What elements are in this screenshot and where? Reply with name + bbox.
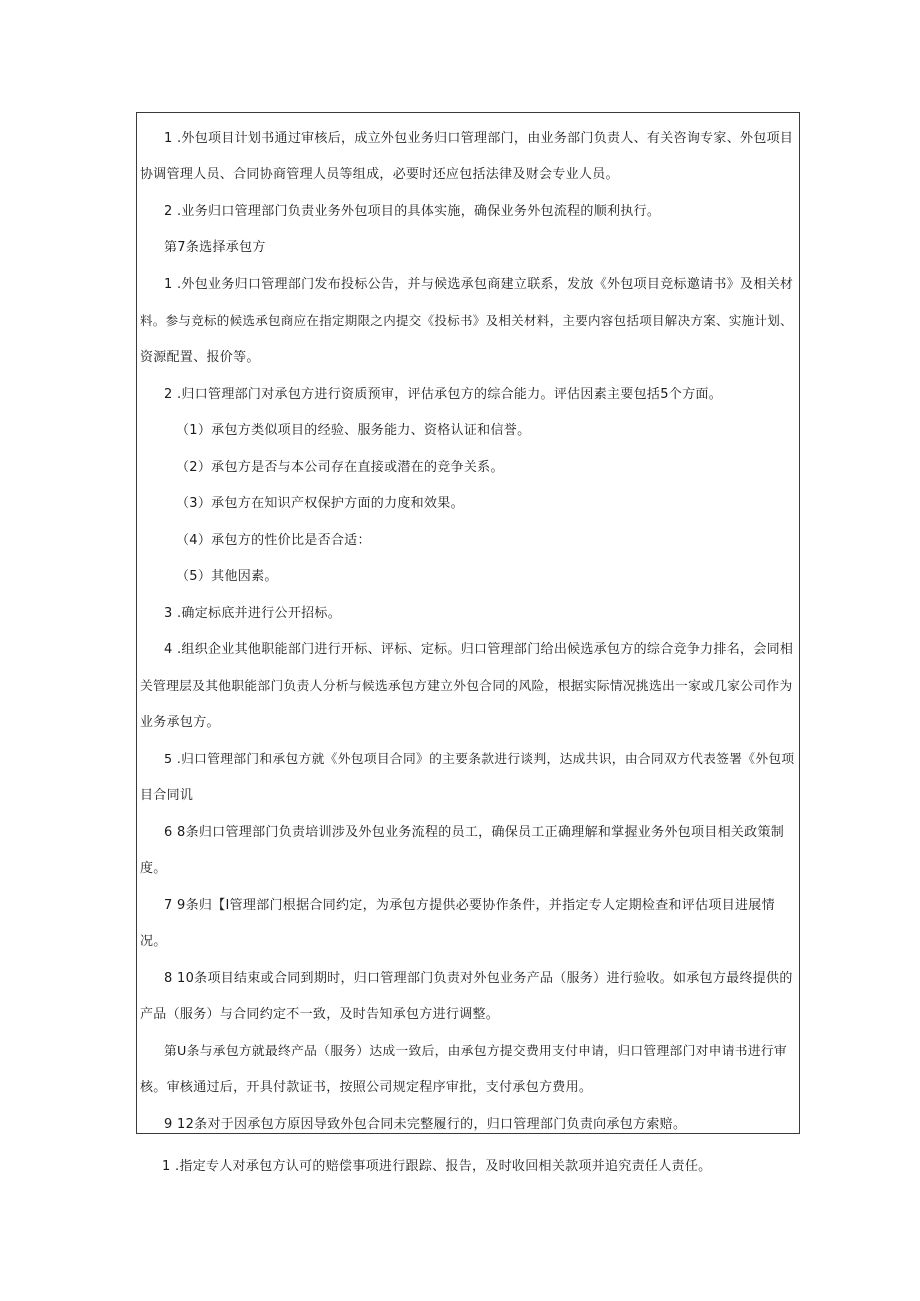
paragraph-line: 核。审核通过后，开具付款证书，按照公司规定程序审批，支付承包方费用。 (140, 1080, 593, 1095)
paragraph-line: 1 .外包业务归口管理部门发布投标公告，并与候选承包商建立联系，发放《外包项目竞标邀请书》及相关材 (164, 277, 794, 292)
paragraph-line: 1 .外包项目计划书通过审核后，成立外包业务归口管理部门，由业务部门负责人、有关咨询专家、外包项目 (164, 131, 794, 146)
paragraph-line: 第U条与承包方就最终产品（服务）达成一致后，由承包方提交费用支付申请，归口管理部门对申请书进行审 (164, 1044, 787, 1059)
paragraph-line: 7 9条归【I管理部门根据合同约定，为承包方提供必要协作条件，并指定专人定期检查和评估项目进展情 (164, 898, 775, 913)
paragraph-line: 况。 (140, 934, 167, 949)
paragraph-line: 关管理层及其他职能部门负责人分析与候选承包方建立外包合同的风险，根据实际情况挑选出一家或几家公司作为 (140, 679, 793, 694)
section-heading: 第7条选择承包方 (164, 240, 266, 255)
paragraph-line: 5 .归口管理部门和承包方就《外包项目合同》的主要条款进行谈判，达成共识，由合同双方代表签署《外包项 (164, 752, 795, 767)
paragraph-line: 8 10条项目结束或合同到期时，归口管理部门负责对外包业务产品（服务）进行验收。如承包方最终提供的 (164, 971, 793, 986)
paragraph-line: 度。 (140, 861, 167, 876)
list-item: （1）承包方类似项目的经验、服务能力、资格认证和信誉。 (176, 423, 531, 438)
paragraph-line: 料。参与竞标的候选承包商应在指定期限之内提交《投标书》及相关材料，主要内容包括项目解决方案、实施计划、 (140, 313, 793, 328)
paragraph-line: 协调管理人员、合同协商管理人员等组成，必要时还应包括法律及财会专业人员。 (140, 167, 619, 182)
paragraph-line: 产品（服务）与合同约定不一致，及时告知承包方进行调整。 (140, 1007, 500, 1022)
paragraph-line: 3 .确定标底并进行公开招标。 (164, 606, 342, 621)
list-item: （2）承包方是否与本公司存在直接或潜在的竞争关系。 (176, 460, 504, 475)
paragraph-line: 业务承包方。 (140, 715, 220, 730)
paragraph-line: 目合同讥 (140, 788, 194, 803)
list-item: （3）承包方在知识产权保护方面的力度和效果。 (176, 496, 464, 511)
paragraph-line: 2 .业务归口管理部门负责业务外包项目的具体实施，确保业务外包流程的顺利执行。 (164, 204, 661, 219)
paragraph-line: 资源配置、报价等。 (140, 350, 260, 365)
paragraph-line: 4 .组织企业其他职能部门进行开标、评标、定标。归口管理部门给出候选承包方的综合竞争力排名，会同相 (164, 642, 794, 657)
paragraph-line: 9 12条对于因承包方原因导致外包合同未完整履行的，归口管理部门负责向承包方索赔。 (164, 1117, 687, 1132)
paragraph-line: 2 .归口管理部门对承包方进行资质预审，评估承包方的综合能力。评估因素主要包括5个方面。 (164, 387, 723, 402)
footer-paragraph: 1 .指定专人对承包方认可的赔偿事项进行跟踪、报告，及时收回相关款项并追究责任人责任。 (162, 1159, 712, 1174)
list-item: （4）承包方的性价比是否合适： (176, 533, 371, 548)
list-item: （5）其他因素。 (176, 569, 278, 584)
paragraph-line: 6 8条归口管理部门负责培训涉及外包业务流程的员工，确保员工正确理解和掌握业务外包项目相关政策制 (164, 825, 785, 840)
